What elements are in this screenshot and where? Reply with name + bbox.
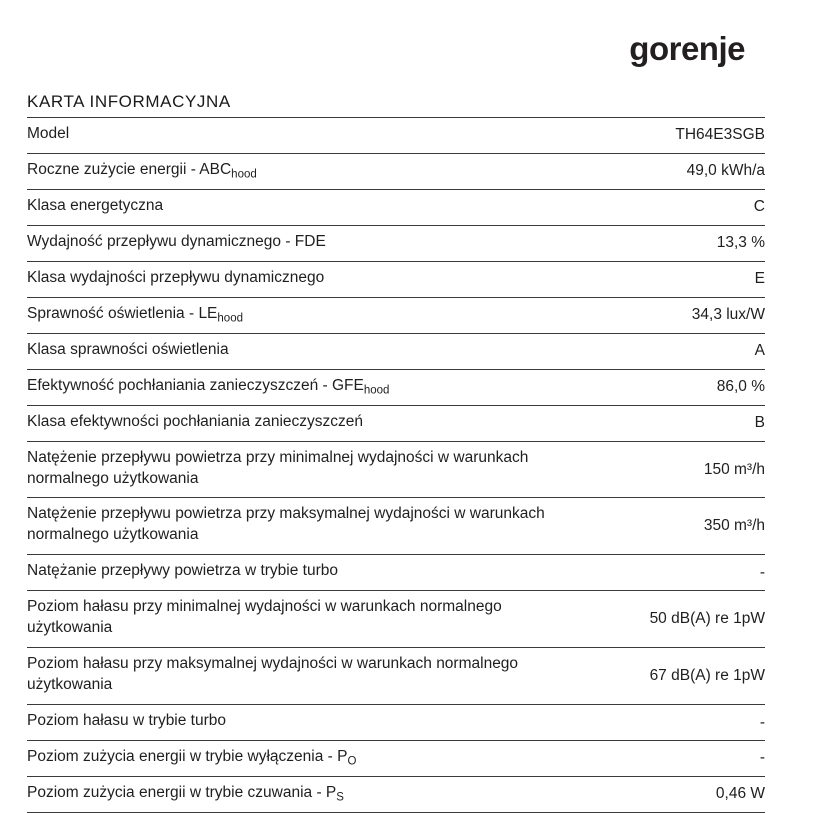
- row-label-text: Klasa wydajności przepływu dynamicznego: [27, 268, 325, 286]
- table-row: [27, 154, 765, 190]
- row-label-text: Klasa energetyczna: [27, 196, 164, 214]
- row-value: E: [754, 270, 765, 288]
- row-value: 86,0 %: [716, 378, 765, 396]
- gorenje-logo: gorenje: [629, 30, 745, 67]
- row-label-text: Wydajność przepływu dynamicznego - FDE: [27, 232, 326, 250]
- table-row: [27, 226, 765, 262]
- row-label-text: Poziom hałasu przy maksymalnej wydajności w warunkach normalnego użytkowania: [27, 655, 519, 694]
- row-label-text: Natężenie przepływu powietrza przy maksymalnej wydajności w warunkach normalnego użytkowania: [27, 505, 545, 544]
- table-row: [27, 555, 765, 591]
- row-label: [27, 340, 229, 363]
- row-label: [27, 196, 163, 219]
- row-label-text: Model: [27, 125, 70, 142]
- row-value: C: [753, 198, 765, 216]
- table-row: [27, 741, 765, 777]
- table-row: [27, 777, 765, 813]
- row-label-subscript: O: [347, 755, 357, 768]
- row-label: [27, 711, 226, 734]
- row-value: 49,0 kWh/a: [686, 162, 765, 180]
- table-row: [27, 118, 765, 154]
- row-value: TH64E3SGB: [675, 126, 765, 144]
- row-value: 50 dB(A) re 1pW: [649, 610, 765, 628]
- row-value: B: [754, 414, 765, 432]
- row-label: [27, 232, 326, 255]
- row-value: 13,3 %: [716, 234, 765, 252]
- table-row: [27, 442, 765, 499]
- row-label-subscript: hood: [363, 384, 390, 397]
- row-label: [27, 268, 324, 291]
- row-label-subscript: S: [336, 791, 344, 804]
- row-label: [27, 448, 572, 492]
- table-row: [27, 648, 765, 705]
- table-row: [27, 406, 765, 442]
- row-label-text: Poziom zużycia energii w trybie czuwania - P: [27, 783, 337, 801]
- table-row: [27, 498, 765, 555]
- table-row: [27, 262, 765, 298]
- table-row: [27, 298, 765, 334]
- row-value: 350 m³/h: [703, 517, 765, 535]
- row-label-text: Poziom hałasu przy minimalnej wydajności w warunkach normalnego użytkowania: [27, 598, 502, 637]
- row-label-subscript: hood: [231, 168, 257, 181]
- row-label: [27, 783, 344, 806]
- row-value: 67 dB(A) re 1pW: [649, 667, 765, 685]
- row-value: -: [759, 563, 765, 581]
- row-label-text: Efektywność pochłaniania zanieczyszczeń - GFE: [27, 376, 364, 394]
- row-label: [27, 412, 363, 435]
- row-label-text: Klasa sprawności oświetlenia: [27, 340, 229, 358]
- row-label-text: Klasa efektywności pochłaniania zanieczyszczeń: [27, 412, 364, 430]
- table-row: [27, 190, 765, 226]
- row-label: [27, 561, 338, 584]
- row-value: A: [754, 342, 765, 360]
- row-label-text: Poziom zużycia energii w trybie wyłączenia - P: [27, 747, 348, 765]
- row-label-text: Poziom hałasu w trybie turbo: [27, 712, 227, 730]
- row-label: [27, 124, 69, 147]
- table-row: [27, 370, 765, 406]
- row-label: [27, 747, 356, 770]
- row-label: [27, 597, 572, 641]
- info-table: [27, 118, 765, 813]
- row-value: -: [759, 713, 765, 731]
- fiche-content: [27, 92, 765, 813]
- row-label-text: Sprawność oświetlenia - LE: [27, 304, 218, 322]
- row-label: [27, 160, 257, 183]
- row-label: [27, 304, 243, 327]
- row-label-text: Roczne zużycie energii - ABC: [27, 160, 232, 178]
- table-row: [27, 591, 765, 648]
- row-label: [27, 376, 389, 399]
- row-label-text: Natężenie przepływu powietrza przy minimalnej wydajności w warunkach normalnego użytkowania: [27, 448, 529, 487]
- page-title: KARTA INFORMACYJNA: [27, 92, 765, 118]
- row-label: [27, 654, 572, 698]
- table-row: [27, 334, 765, 370]
- row-value: 0,46 W: [715, 785, 765, 803]
- row-value: -: [759, 749, 765, 767]
- row-value: 34,3 lux/W: [691, 306, 765, 324]
- row-label-subscript: hood: [217, 312, 243, 325]
- table-row: [27, 705, 765, 741]
- row-label: [27, 504, 572, 548]
- row-label-text: Natężanie przepływy powietrza w trybie turbo: [27, 562, 338, 580]
- row-value: 150 m³/h: [703, 460, 765, 478]
